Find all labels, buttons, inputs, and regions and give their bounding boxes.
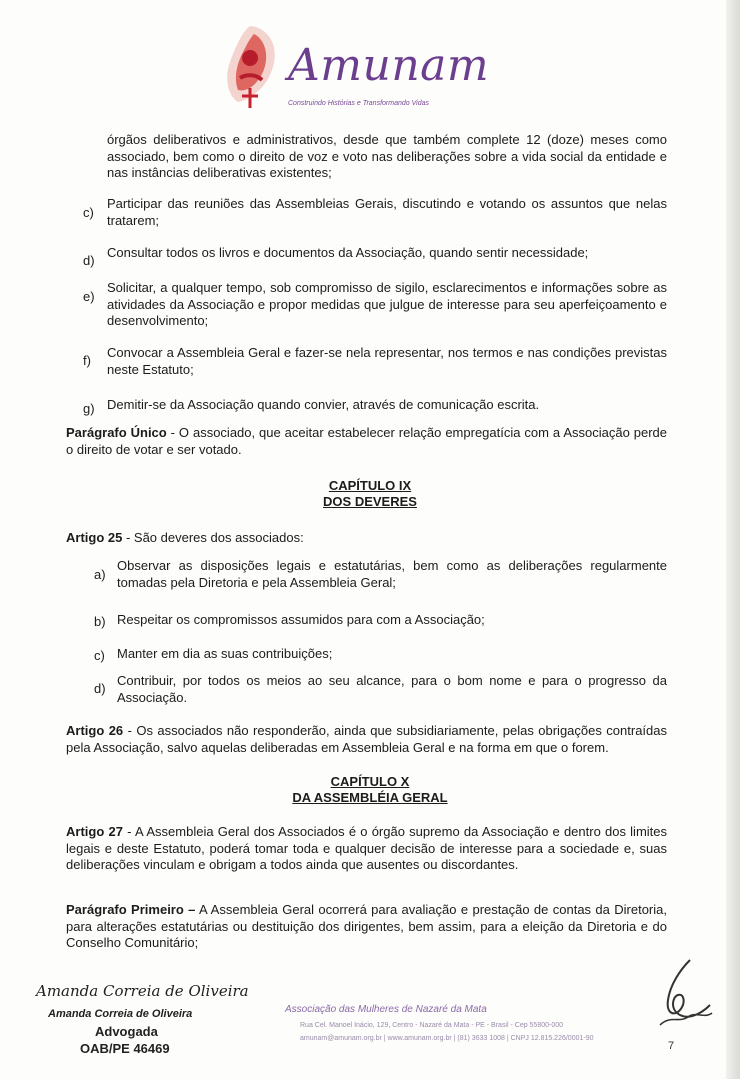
list-item: Demitir-se da Associação quando convier, através de comunicação escrita. [107, 397, 540, 412]
footer-contact: amunam@amunam.org.br | www.amunam.org.br | (81) 3633 1008 | CNPJ 12.815.226/0001-90 [300, 1035, 594, 1042]
handwritten-signature: Amanda Correia de Oliveira [36, 982, 249, 1000]
chapter-ix-subtitle: DOS DEVERES [323, 494, 417, 509]
paragrafo-unico-label: Parágrafo Único [66, 425, 167, 440]
chapter-x-subtitle: DA ASSEMBLÉIA GERAL [292, 790, 448, 805]
list-item: Solicitar, a qualquer tempo, sob compromisso de sigilo, esclarecimentos e informações sobre as atividades da Associação e propor medidas que julgue de interesse para seu aperfeiçoamento e desenvolvimento; [107, 280, 667, 328]
list-item-label: b) [94, 614, 106, 629]
artigo-26-label: Artigo 26 [66, 723, 124, 738]
page-number: 7 [668, 1040, 675, 1052]
logo-tagline: Construindo Histórias e Transformando Vidas [288, 100, 429, 107]
artigo-27-text: - A Assembleia Geral dos Associados é o órgão supremo da Associação e dentro dos limites legais e deste Estatuto, poderá tomar toda e qualquer decisão de interesse para a sociedade e, suas deliberações vinculam e obrigam a todos ainda que ausentes ou discordantes. [66, 824, 668, 872]
list-item-label: a) [94, 567, 106, 582]
list-item-label: d) [83, 253, 95, 268]
paragrafo-unico [66, 425, 667, 458]
artigo-26-text: - Os associados não responderão, ainda que subsidiariamente, pelas obrigações contraídas pela Associação, salvo aquelas deliberadas em Assembleia Geral e na forma em que o forem. [66, 723, 667, 755]
logo-mark-icon [220, 18, 290, 118]
paragrafo-primeiro [66, 902, 667, 952]
list-item: Contribuir, por todos os meios ao seu alcance, para o bom nome e para o progresso da Associação. [117, 673, 667, 705]
stamp-name: Amanda Correia de Oliveira [48, 1008, 193, 1020]
artigo-25-text: - São deveres dos associados: [122, 530, 304, 545]
stamp-role: Advogada [95, 1024, 158, 1039]
list-item: Manter em dia as suas contribuições; [117, 646, 333, 661]
intro-paragraph: órgãos deliberativos e administrativos, desde que também complete 12 (doze) meses como associado, bem como o direito de voz e voto nas deliberações sobre a vida social da entidade e nas instâncias deliberativas existentes; [107, 132, 667, 180]
amunam-logo [220, 18, 510, 118]
paragrafo-primeiro-text: A Assembleia Geral ocorrerá para avaliação e prestação de contas da Diretoria, para alterações estatutárias ou destituição dos dirigentes, bem assim, para a eleição da Diretoria e do Conselho Comunitário; [66, 902, 667, 950]
list-item-label: f) [83, 353, 91, 368]
footer-org-name: Associação das Mulheres de Nazaré da Mata [285, 1004, 487, 1015]
list-item: Convocar a Assembleia Geral e fazer-se nela representar, nos termos e nas condições previstas neste Estatuto; [107, 345, 667, 377]
list-item-label: g) [83, 401, 95, 416]
logo-name: Amunam [288, 40, 490, 91]
page-edge-shadow [726, 0, 740, 1079]
rubric-signature-icon [650, 955, 720, 1035]
artigo-25-label: Artigo 25 [66, 530, 123, 545]
list-item-label: c) [83, 205, 94, 220]
list-item-label: c) [94, 648, 105, 663]
list-item: Respeitar os compromissos assumidos para com a Associação; [117, 612, 485, 627]
artigo-25 [66, 530, 667, 547]
list-item-label: d) [94, 681, 106, 696]
list-item: Observar as disposições legais e estatutárias, bem como as deliberações regularmente tomadas pela Diretoria e pela Assembleia Geral; [117, 558, 667, 590]
artigo-27 [66, 824, 667, 874]
list-item-label: e) [83, 289, 95, 304]
list-item: Consultar todos os livros e documentos da Associação, quando sentir necessidade; [107, 245, 589, 260]
paragrafo-primeiro-label: Parágrafo Primeiro – [66, 902, 196, 917]
artigo-27-label: Artigo 27 [66, 824, 123, 839]
footer-address: Rua Cel. Manoel Inácio, 129, Centro - Nazaré da Mata - PE - Brasil - Cep 55800-000 [300, 1022, 564, 1029]
stamp-oab: OAB/PE 46469 [80, 1041, 170, 1056]
chapter-x-title: CAPÍTULO X [330, 774, 410, 789]
chapter-ix-title: CAPÍTULO IX [328, 478, 412, 493]
list-item: Participar das reuniões das Assembleias Gerais, discutindo e votando os assuntos que nelas tratarem; [107, 196, 667, 228]
artigo-26 [66, 723, 667, 756]
paragrafo-unico-text: - O associado, que aceitar estabelecer relação empregatícia com a Associação perde o direito de votar e ser votado. [66, 425, 667, 457]
